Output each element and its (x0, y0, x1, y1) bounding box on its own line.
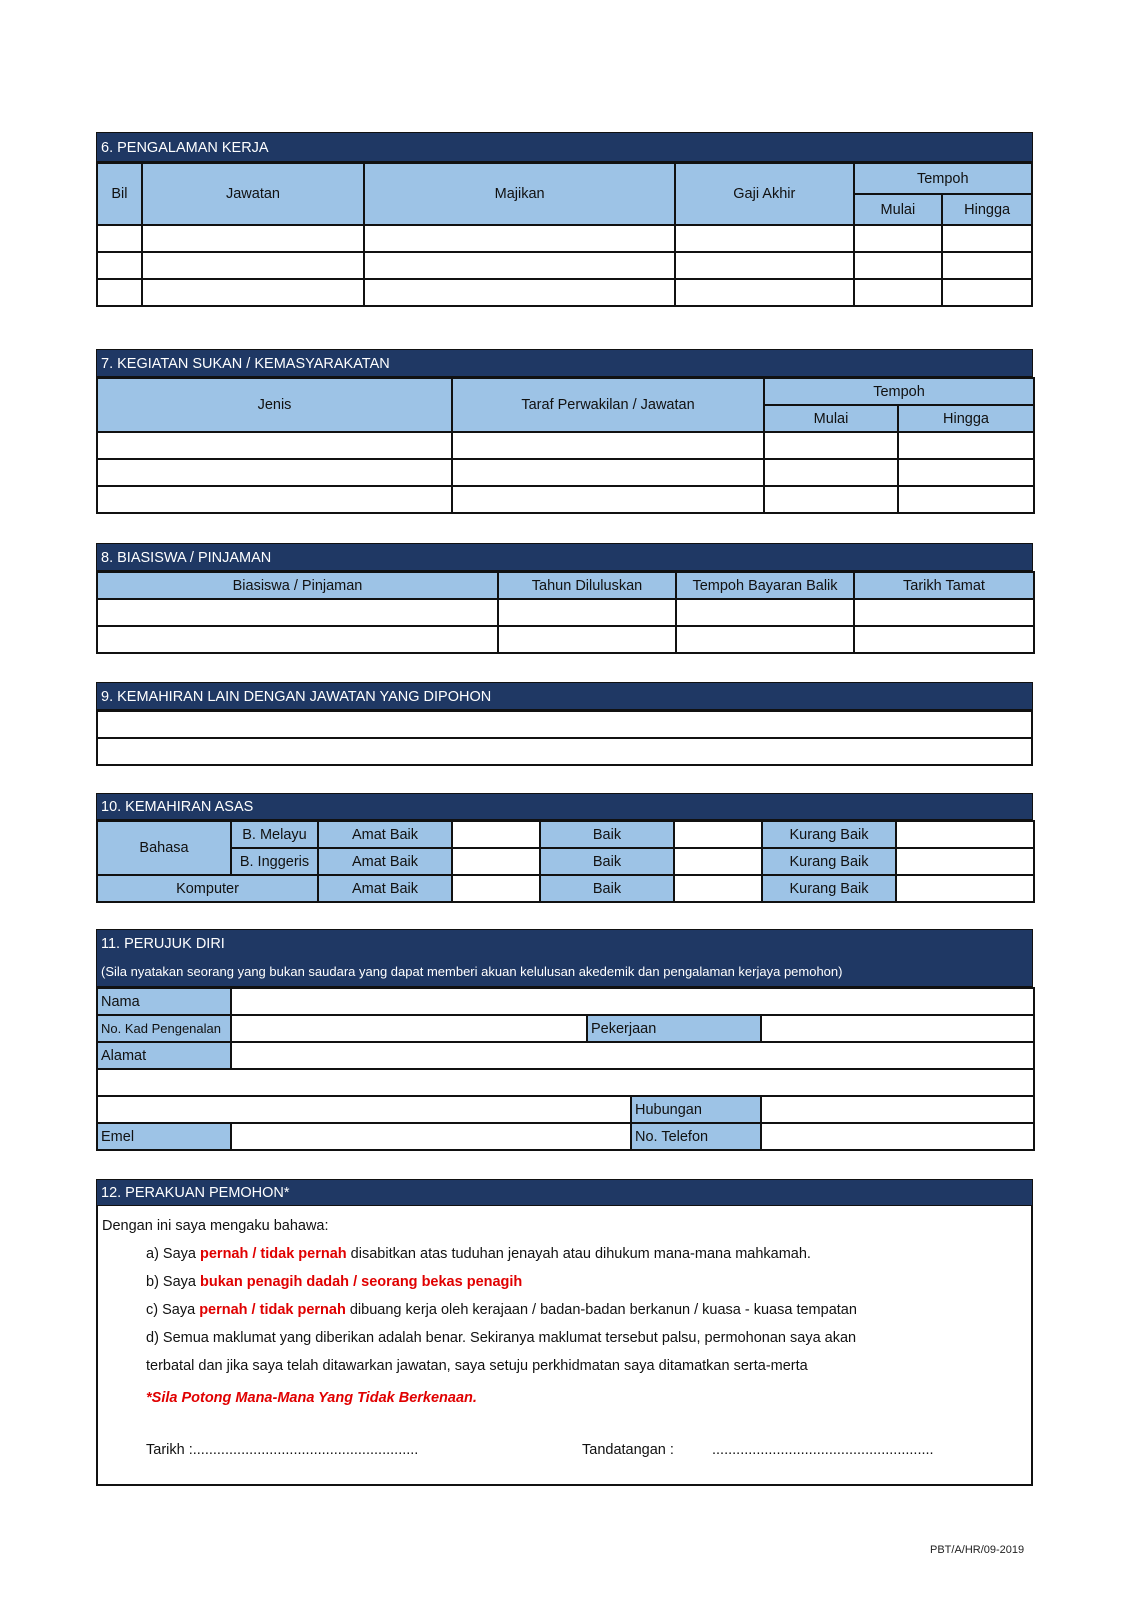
col-jenis: Jenis (97, 378, 452, 432)
label-alamat: Alamat (97, 1042, 231, 1069)
input-cell[interactable] (97, 599, 498, 626)
section-title: 9. KEMAHIRAN LAIN DENGAN JAWATAN YANG DIPOHON (96, 682, 1033, 710)
label-komputer: Komputer (97, 875, 318, 902)
col-mulai: Mulai (764, 405, 898, 432)
col-hingga: Hingga (942, 194, 1032, 225)
section-kemahiran-lain (96, 682, 1033, 766)
col-taraf: Taraf Perwakilan / Jawatan (452, 378, 764, 432)
input-cell[interactable] (97, 279, 142, 306)
input-cell[interactable] (898, 486, 1034, 513)
checkbox-cell[interactable] (674, 848, 762, 875)
label-nama: Nama (97, 988, 231, 1015)
input-cell[interactable] (97, 738, 1032, 765)
label-baik: Baik (540, 848, 674, 875)
input-cell[interactable] (942, 225, 1032, 252)
table-row (97, 599, 1034, 626)
input-cell[interactable] (364, 225, 675, 252)
kemahiran-asas-table (96, 820, 1035, 903)
input-cell[interactable] (452, 459, 764, 486)
input-cell[interactable] (97, 626, 498, 653)
table-row (97, 252, 1032, 279)
perakuan-item-d2: terbatal dan jika saya telah ditawarkan jawatan, saya setuju perkhidmatan saya ditamatkan serta-merta (146, 1358, 808, 1374)
alamat-input[interactable] (231, 1042, 1034, 1069)
col-biasiswa: Biasiswa / Pinjaman (97, 572, 498, 599)
input-cell[interactable] (898, 459, 1034, 486)
text: c) Saya (146, 1302, 200, 1318)
section-title-text: 11. PERUJUK DIRI (101, 936, 225, 952)
input-cell[interactable] (97, 459, 452, 486)
option-text: bukan penagih dadah / seorang bekas penagih (200, 1274, 523, 1290)
table-row (97, 279, 1032, 306)
perakuan-item-c (102, 1296, 1027, 1324)
input-cell[interactable] (764, 432, 898, 459)
col-jawatan: Jawatan (142, 163, 364, 225)
table-row (97, 486, 1034, 513)
input-cell[interactable] (498, 599, 676, 626)
section-note: (Sila nyatakan seorang yang bukan saudara yang dapat memberi akuan kelulusan akedemik dan pengalaman kerjaya pemohon) (101, 964, 843, 979)
pekerjaan-input[interactable] (761, 1015, 1034, 1042)
hubungan-input[interactable] (761, 1096, 1034, 1123)
input-cell[interactable] (364, 252, 675, 279)
label-bahasa: Bahasa (97, 821, 231, 875)
kegiatan-table (96, 377, 1035, 514)
input-cell[interactable] (854, 225, 943, 252)
input-cell[interactable] (97, 252, 142, 279)
emel-input[interactable] (231, 1123, 631, 1150)
input-cell[interactable] (854, 252, 943, 279)
label-telefon: No. Telefon (631, 1123, 761, 1150)
col-tempoh-bayaran: Tempoh Bayaran Balik (676, 572, 854, 599)
text: b) Saya (146, 1274, 200, 1290)
option-text: pernah / tidak pernah (199, 1302, 346, 1318)
input-cell[interactable] (675, 279, 853, 306)
checkbox-cell[interactable] (452, 821, 540, 848)
perakuan-note: *Sila Potong Mana-Mana Yang Tidak Berkenaan. (146, 1390, 477, 1406)
option-text: pernah / tidak pernah (200, 1246, 347, 1262)
col-hingga: Hingga (898, 405, 1034, 432)
section-title: 8. BIASISWA / PINJAMAN (96, 543, 1033, 571)
label-amat-baik: Amat Baik (318, 875, 452, 902)
section-kemahiran-asas (96, 793, 1033, 903)
label-baik: Baik (540, 821, 674, 848)
section-pengalaman-kerja (96, 132, 1033, 307)
input-cell[interactable] (676, 599, 854, 626)
section-title: 12. PERAKUAN PEMOHON* (96, 1179, 1033, 1206)
table-row (97, 711, 1032, 738)
tarikh-field[interactable]: Tarikh :........................................................ (146, 1442, 419, 1458)
checkbox-cell[interactable] (896, 821, 1034, 848)
section-title (96, 929, 1033, 987)
label-pekerjaan: Pekerjaan (587, 1015, 761, 1042)
col-majikan: Majikan (364, 163, 675, 225)
text: disabitkan atas tuduhan jenayah atau dihukum mana-mana mahkamah. (346, 1246, 811, 1262)
input-cell[interactable] (364, 279, 675, 306)
input-cell[interactable] (676, 626, 854, 653)
table-row (97, 626, 1034, 653)
input-cell[interactable] (764, 459, 898, 486)
tandatangan-field[interactable]: ....................................................... (712, 1442, 934, 1458)
tandatangan-label: Tandatangan : (582, 1442, 674, 1458)
biasiswa-table (96, 571, 1035, 654)
table-row (97, 738, 1032, 765)
input-cell[interactable] (854, 599, 1034, 626)
section-kegiatan-sukan (96, 349, 1033, 514)
checkbox-cell[interactable] (452, 875, 540, 902)
input-cell[interactable] (97, 432, 452, 459)
nama-input[interactable] (231, 988, 1034, 1015)
checkbox-cell[interactable] (674, 875, 762, 902)
perakuan-box (96, 1206, 1033, 1486)
input-cell[interactable] (452, 486, 764, 513)
label-b-melayu: B. Melayu (231, 821, 318, 848)
signature-row (102, 1436, 1027, 1464)
col-mulai: Mulai (854, 194, 943, 225)
section-perujuk-diri (96, 929, 1033, 1151)
perakuan-item-a (102, 1240, 1027, 1268)
col-tempoh: Tempoh (764, 378, 1034, 405)
section-perakuan-pemohon (96, 1179, 1033, 1486)
input-cell[interactable] (498, 626, 676, 653)
table-row (97, 459, 1034, 486)
input-cell[interactable] (97, 711, 1032, 738)
section-title: 7. KEGIATAN SUKAN / KEMASYARAKATAN (96, 349, 1033, 377)
col-tarikh-tamat: Tarikh Tamat (854, 572, 1034, 599)
kemahiran-lain-table (96, 710, 1033, 766)
label-kurang-baik: Kurang Baik (762, 848, 896, 875)
input-cell[interactable] (675, 225, 853, 252)
checkbox-cell[interactable] (674, 821, 762, 848)
form-code: PBT/A/HR/09-2019 (930, 1544, 1025, 1556)
perakuan-item-d1: d) Semua maklumat yang diberikan adalah benar. Sekiranya maklumat tersebut palsu, permohonan saya akan (146, 1330, 857, 1346)
input-cell[interactable] (142, 279, 364, 306)
input-cell[interactable] (764, 486, 898, 513)
table-row (97, 225, 1032, 252)
telefon-input[interactable] (761, 1123, 1034, 1150)
input-cell[interactable] (942, 279, 1032, 306)
input-cell[interactable] (97, 486, 452, 513)
table-row (97, 432, 1034, 459)
input-cell[interactable] (452, 432, 764, 459)
label-baik: Baik (540, 875, 674, 902)
section-title: 10. KEMAHIRAN ASAS (96, 793, 1033, 820)
perujuk-table (96, 987, 1035, 1151)
label-amat-baik: Amat Baik (318, 848, 452, 875)
col-tahun-diluluskan: Tahun Diluluskan (498, 572, 676, 599)
checkbox-cell[interactable] (452, 848, 540, 875)
input-cell[interactable] (675, 252, 853, 279)
alamat-input-3[interactable] (97, 1096, 631, 1123)
col-gaji-akhir: Gaji Akhir (675, 163, 853, 225)
input-cell[interactable] (142, 252, 364, 279)
input-cell[interactable] (898, 432, 1034, 459)
text: a) Saya (146, 1246, 200, 1262)
alamat-input-2[interactable] (97, 1069, 1034, 1096)
label-kad-pengenalan: No. Kad Pengenalan (97, 1015, 231, 1042)
section-biasiswa (96, 543, 1033, 654)
perakuan-intro: Dengan ini saya mengaku bahawa: (102, 1218, 329, 1234)
kad-pengenalan-input[interactable] (231, 1015, 587, 1042)
input-cell[interactable] (97, 225, 142, 252)
input-cell[interactable] (942, 252, 1032, 279)
label-kurang-baik: Kurang Baik (762, 875, 896, 902)
input-cell[interactable] (142, 225, 364, 252)
label-amat-baik: Amat Baik (318, 821, 452, 848)
label-kurang-baik: Kurang Baik (762, 821, 896, 848)
label-b-inggeris: B. Inggeris (231, 848, 318, 875)
input-cell[interactable] (854, 279, 943, 306)
text: dibuang kerja oleh kerajaan / badan-badan berkanun / kuasa - kuasa tempatan (345, 1302, 857, 1318)
label-emel: Emel (97, 1123, 231, 1150)
checkbox-cell[interactable] (896, 848, 1034, 875)
pengalaman-kerja-table (96, 162, 1033, 307)
col-bil: Bil (97, 163, 142, 225)
checkbox-cell[interactable] (896, 875, 1034, 902)
label-hubungan: Hubungan (631, 1096, 761, 1123)
perakuan-item-b (102, 1268, 1027, 1296)
col-tempoh: Tempoh (854, 163, 1032, 194)
section-title: 6. PENGALAMAN KERJA (96, 132, 1033, 162)
input-cell[interactable] (854, 626, 1034, 653)
